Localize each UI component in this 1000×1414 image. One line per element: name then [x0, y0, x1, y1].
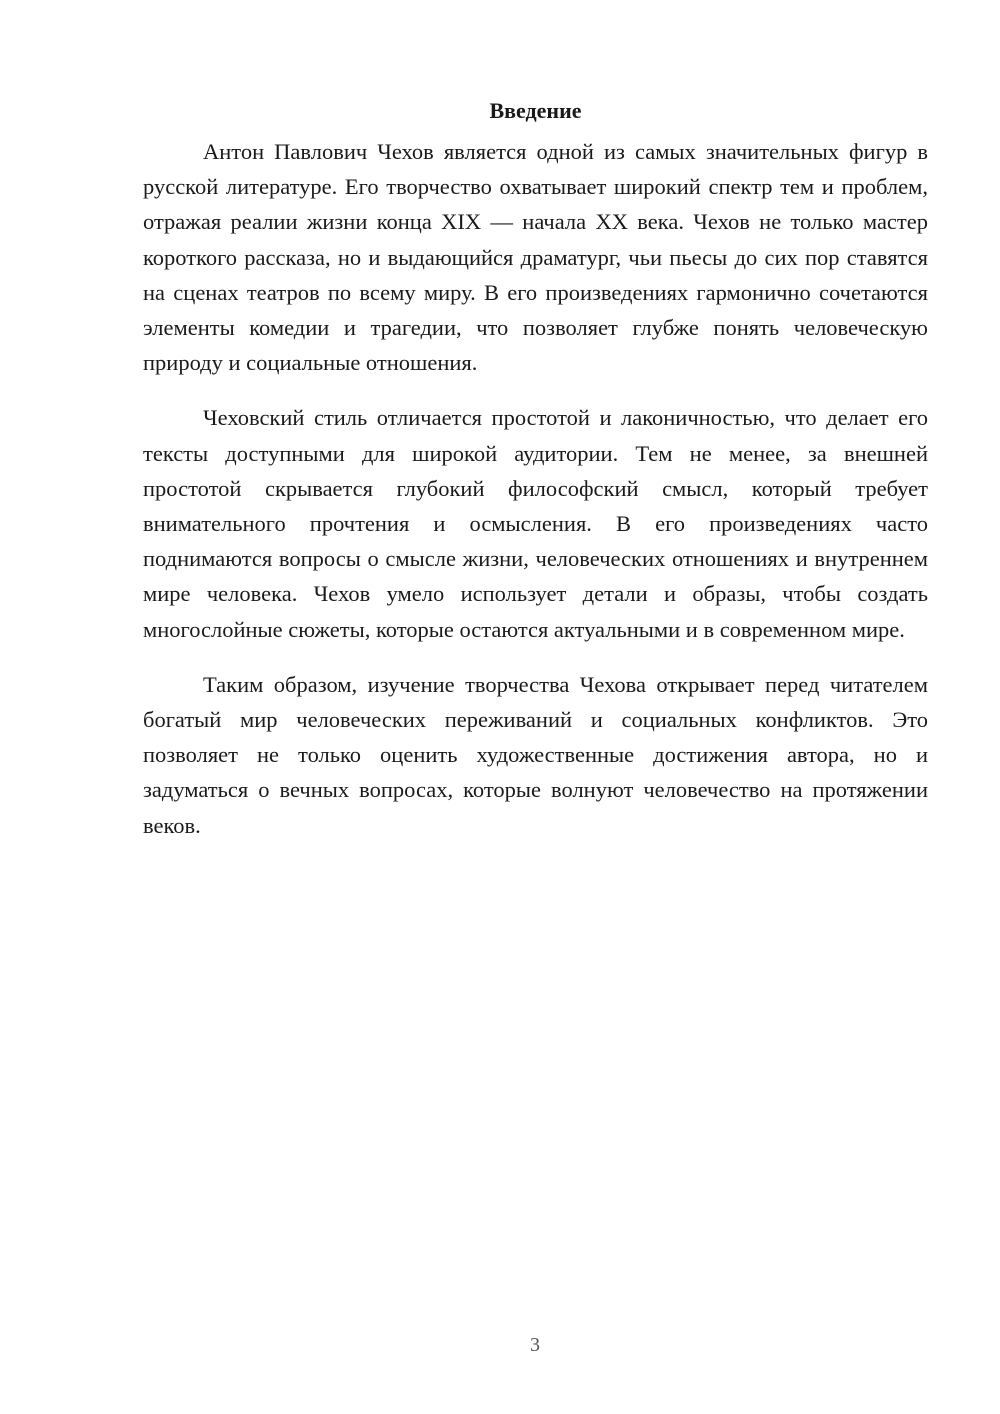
page-content: [143, 93, 928, 863]
paragraph-3: Таким образом, изучение творчества Чехова открывает перед читателем богатый мир человеческих переживаний и социальных конфликтов. Это позволяет не только оценить художественные достижения автора, но и задуматься о вечных вопросах, которые волнуют человечество на протяжении веков.: [143, 671, 928, 838]
paragraph-2: Чеховский стиль отличается простотой и лаконичностью, что делает его тексты доступными для широкой аудитории. Тем не менее, за внешней простотой скрывается глубокий философский смысл, который требует внимательного прочтения и осмысления. В его произведениях часто поднимаются вопросы о смысле жизни, человеческих отношениях и внутреннем мире человека. Чехов умело использует детали и образы, чтобы создать многослойные сюжеты, которые остаются актуальными и в современном мире.: [143, 405, 928, 642]
section-heading: Введение: [489, 98, 582, 123]
page-number: 3: [530, 1334, 540, 1356]
paragraph-1: Антон Павлович Чехов является одной из самых значительных фигур в русской литературе. Его творчество охватывает широкий спектр тем и проблем, отражая реалии жизни конца XIX — начала XX века. Чехов не только мастер короткого рассказа, но и выдающийся драматург, чьи пьесы до сих пор ставятся на сценах театров по всему миру. В его произведениях гармонично сочетаются элементы комедии и трагедии, что позволяет глубже понять человеческую природу и социальные отношения.: [143, 139, 928, 376]
